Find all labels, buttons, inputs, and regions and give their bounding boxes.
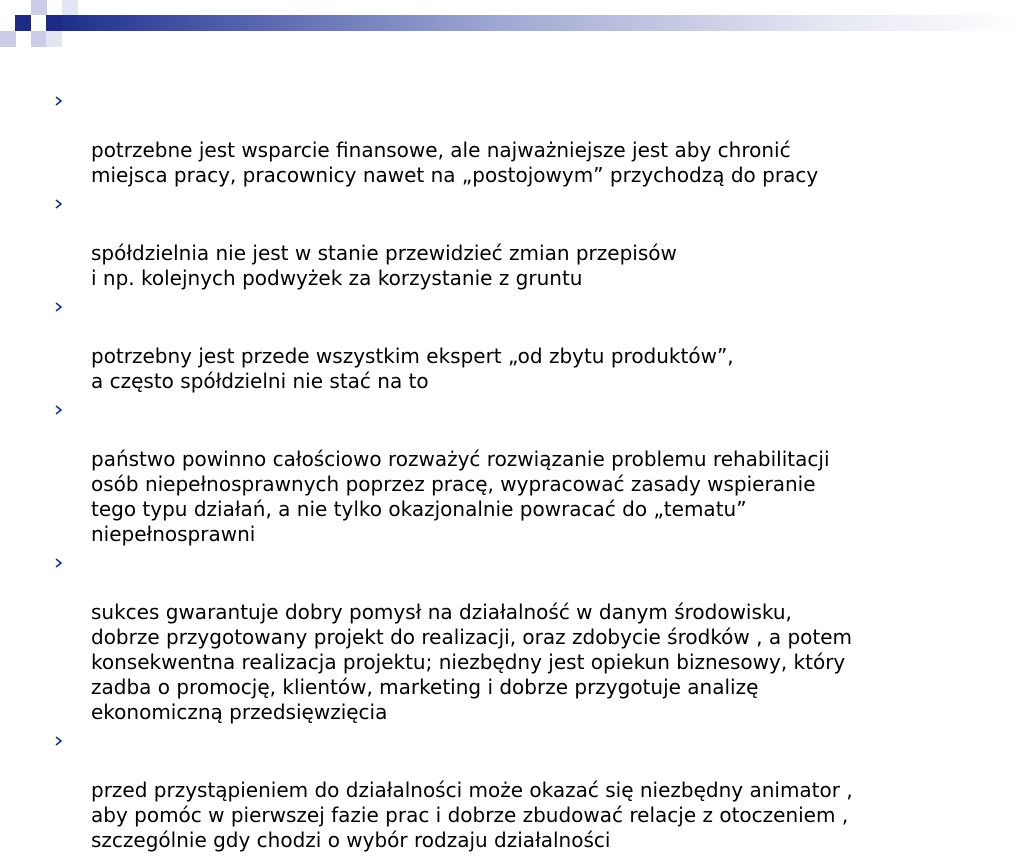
chevron-right-icon	[54, 199, 64, 209]
decorative-square	[46, 15, 62, 31]
bullet-text: przed przystąpieniem do działalności może okazać się niezbędny animator , aby pomóc w pierwszej fazie prac i dobrze zbudować relacje z otoczeniem , szczególnie gdy chodzi o wybór rodzaju działalności	[91, 778, 853, 852]
bullet-text: potrzebne jest wsparcie finansowe, ale najważniejsze jest aby chronić miejsca pracy, pracownicy nawet na „postojowym” przychodzą do pracy	[91, 138, 819, 187]
bullet-text: potrzebny jest przede wszystkim ekspert „od zbytu produktów”, a często spółdzielni nie stać na to	[91, 344, 734, 393]
bullet-text: spółdzielnia nie jest w stanie przewidzieć zmian przepisów i np. kolejnych podwyżek za korzystanie z gruntu	[91, 241, 677, 290]
bullet-list	[52, 88, 972, 853]
list-item	[52, 728, 972, 853]
bullet-text: państwo powinno całościowo rozważyć rozwiązanie problemu rehabilitacji osób niepełnosprawnych poprzez pracę, wypracować zasady wspieranie tego typu działań, a nie tylko okazjonalnie powracać do „tematu” niepełnosprawni	[91, 447, 830, 546]
header-gradient-band	[62, 15, 1024, 31]
chevron-right-icon	[54, 96, 64, 106]
list-item	[52, 397, 972, 547]
chevron-right-icon	[54, 736, 64, 746]
chevron-right-icon	[54, 302, 64, 312]
decorative-square	[46, 31, 62, 47]
decorative-square	[31, 0, 47, 15]
bullet-text: sukces gwarantuje dobry pomysł na działalność w danym środowisku, dobrze przygotowany projekt do realizacji, oraz zdobycie środków , a potem konsekwentna realizacja projektu; niezbędny jest opiekun biznesowy, który zadba o promocję, klientów, marketing i dobrze przygotuje analizę ekonomiczną przedsięwzięcia	[91, 600, 853, 724]
decorative-square	[31, 31, 47, 47]
list-item	[52, 191, 972, 291]
list-item	[52, 550, 972, 725]
chevron-right-icon	[54, 405, 64, 415]
decorative-square	[0, 31, 16, 47]
slide-content	[52, 88, 972, 856]
list-item	[52, 294, 972, 394]
decorative-square	[62, 0, 78, 15]
chevron-right-icon	[54, 558, 64, 568]
list-item	[52, 88, 972, 188]
decorative-square	[15, 15, 31, 31]
